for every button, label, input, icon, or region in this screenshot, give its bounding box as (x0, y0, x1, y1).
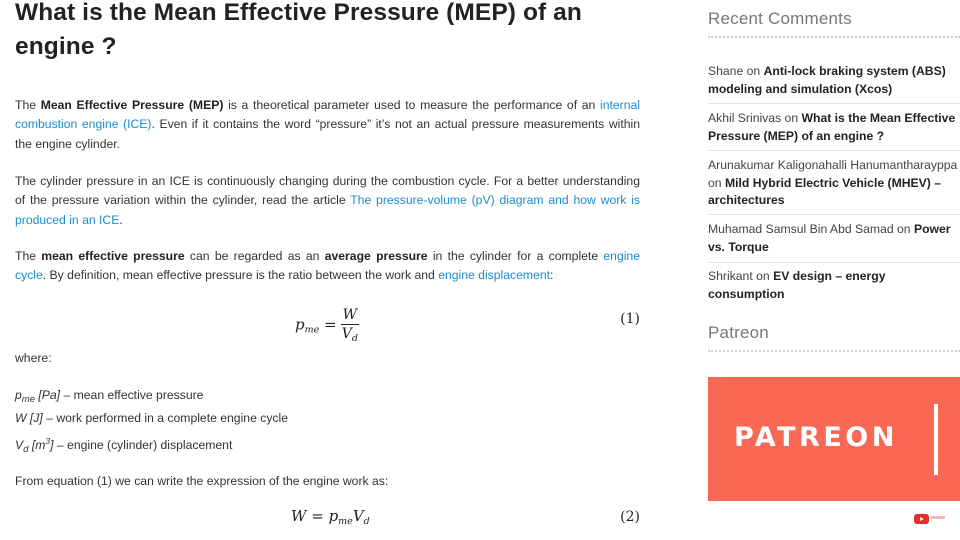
comment-author: Shrikant (708, 269, 753, 283)
title-divider (708, 350, 960, 352)
comment-author: Akhil Srinivas (708, 111, 782, 125)
eq-subscript: d (351, 333, 358, 344)
def-description: – work performed in a complete engine cycle (42, 411, 289, 425)
recent-comments-title: Recent Comments (708, 9, 852, 28)
divider (708, 150, 960, 151)
title-divider (708, 36, 960, 38)
comment-author: Arunakumar Kaligonahalli Hanumantharayppa (708, 158, 958, 172)
divider (708, 262, 960, 263)
fraction (341, 307, 359, 344)
def-unit: [J] (26, 411, 43, 425)
def-subscript: d (23, 444, 29, 455)
eq-symbol: V (341, 326, 352, 342)
divider (708, 103, 960, 104)
eq-subscript: me (338, 516, 353, 527)
comment-item (708, 221, 960, 256)
text: : (550, 268, 554, 283)
def-symbol: W (15, 411, 27, 425)
bold-term: Mean Effective Pressure (MEP) (40, 98, 224, 112)
patreon-banner[interactable] (708, 377, 960, 501)
comment-author: Shane (708, 64, 744, 78)
paragraph-intro (15, 96, 640, 154)
comment-post-link[interactable]: EV design – energy consumption (708, 269, 886, 301)
patreon-logo-bar (934, 404, 938, 475)
equation-1 (15, 300, 640, 344)
paragraph-cylinder-pressure (15, 172, 640, 230)
definition-pme (15, 386, 640, 409)
def-symbol: V (15, 438, 24, 452)
link-engine-displacement[interactable]: engine displacement (438, 268, 550, 283)
eq-subscript: me (304, 324, 320, 336)
comment-item (708, 268, 960, 303)
text: The (15, 249, 42, 263)
text: is a theoretical parameter used to measure the performance of an (223, 98, 600, 112)
youtube-icon[interactable] (914, 514, 929, 524)
def-unit: [Pa] (34, 388, 61, 402)
where-label: where: (15, 351, 52, 365)
comment-item (708, 110, 960, 145)
article (15, 0, 640, 527)
definition-w (15, 409, 640, 428)
def-unit: [m (28, 438, 46, 452)
patreon-title: Patreon (708, 323, 769, 342)
youtube-subscribe-mark (931, 516, 945, 519)
comment-on: on (781, 111, 802, 125)
def-subscript: me (21, 394, 35, 405)
text: . (119, 212, 123, 227)
equation-2-math (291, 507, 370, 527)
text: The cylinder pressure in an ICE is continuously changing during the combustion cycle. For a better understanding of the pressure variation within the cylinder, read the article (15, 174, 640, 208)
comment-item (708, 63, 960, 98)
comment-on: on (893, 222, 914, 236)
paragraph-definition (15, 247, 640, 286)
text: in the cylinder for a complete (427, 249, 604, 263)
eq-symbol: W (291, 507, 307, 525)
comment-author: Muhamad Samsul Bin Abd Samad (708, 222, 894, 236)
eq-sign: = (324, 315, 337, 334)
equation-1-number: (1) (620, 311, 640, 327)
comment-on: on (743, 64, 764, 78)
link-pv-diagram[interactable]: The pressure-volume (pV) diagram and how work is produced in an ICE (15, 193, 640, 227)
link-ice[interactable]: internal combustion engine (ICE) (15, 98, 640, 132)
comment-post-link[interactable]: What is the Mean Effective Pressure (MEP) of an engine ? (708, 111, 956, 143)
def-unit-exponent: 3 (45, 436, 51, 446)
paragraph-work-expression: From equation (1) we can write the expression of the engine work as: (15, 474, 389, 488)
comment-on: on (708, 175, 725, 190)
eq-subscript: d (363, 516, 370, 527)
def-description: – mean effective pressure (60, 388, 204, 402)
equation-1-math (295, 307, 359, 344)
text: can be regarded as an (184, 249, 325, 263)
comment-item (708, 157, 960, 210)
def-symbol: p (15, 388, 22, 402)
equation-2 (15, 500, 640, 540)
eq-sign: = (311, 507, 324, 525)
link-engine-cycle[interactable]: engine cycle (15, 249, 640, 283)
def-unit: ] (50, 438, 54, 452)
bold-term: average pressure (324, 249, 428, 263)
comment-on: on (752, 269, 774, 283)
comment-post-link[interactable]: Power vs. Torque (708, 222, 951, 254)
def-description: – engine (cylinder) displacement (53, 438, 233, 452)
eq-symbol: p (295, 315, 305, 334)
equation-2-number: (2) (620, 509, 640, 525)
definition-vd (15, 432, 640, 459)
text: . By definition, mean effective pressure is the ratio between the work and (42, 268, 439, 283)
patreon-logo-text: PATREON (734, 422, 898, 453)
eq-symbol: p (328, 507, 339, 525)
comment-post-link[interactable]: Mild Hybrid Electric Vehicle (MHEV) – architectures (708, 175, 942, 207)
text: The (15, 98, 41, 112)
text: . Even if it contains the word “pressure” it’s not an actual pressure measurements within the engine cylinder. (15, 117, 640, 151)
divider (708, 214, 960, 215)
fraction-denominator (342, 325, 358, 344)
fraction-numerator: W (342, 307, 357, 323)
comment-post-link[interactable]: Anti-lock braking system (ABS) modeling and simulation (Xcos) (708, 64, 946, 96)
eq-symbol: V (352, 507, 364, 525)
bold-term: mean effective pressure (41, 249, 185, 263)
article-title: What is the Mean Effective Pressure (MEP) of an engine ? (15, 0, 582, 60)
